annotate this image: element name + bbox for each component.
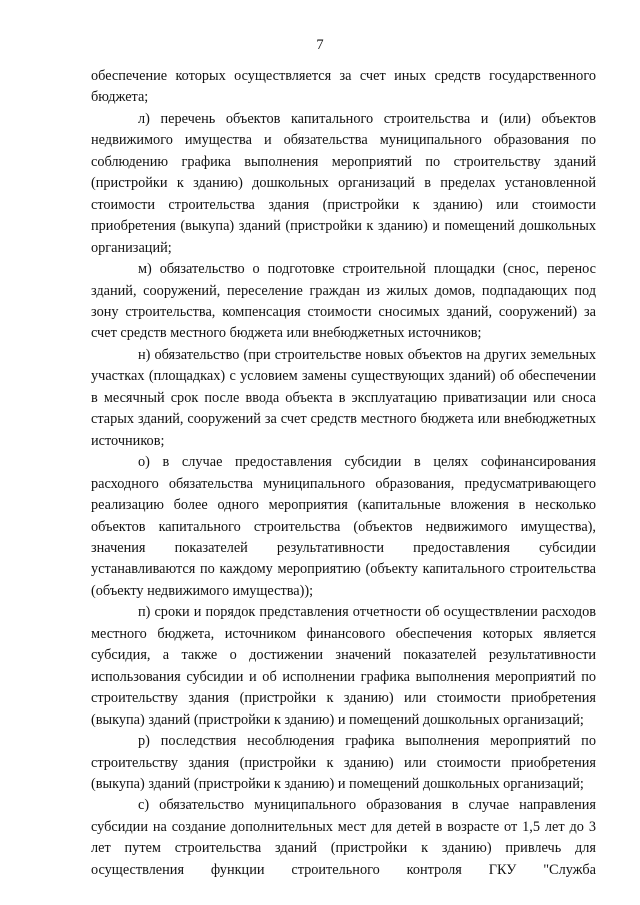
page-number: 7 [316,37,324,53]
paragraph-item-r: р) последствия несоблюдения графика выполнения мероприятий по строительству здания (пристройки к зданию) или стоимости приобретения (выкупа) зданий (пристройки к зданию) и помещений дошкольных организаций; [91,733,596,792]
paragraph-item-p: п) сроки и порядок представления отчетности об осуществлении расходов местного бюджета, источником финансового обеспечения которых является субсидия, а также о достижении значений показателей результативности использования субсидии и об исполнении графика выполнения мероприятий по строительству здания (пристройки к зданию) или стоимости приобретения (выкупа) зданий (пристройки к зданию) и помещений дошкольных организаций; [91,604,596,728]
paragraph-item-l: л) перечень объектов капитального строительства и (или) объектов недвижимого имущества и обязательства муниципального образования по соблюдению графика выполнения мероприятий по строительству зданий (пристройки к зданию) дошкольных организаций в пределах установленной стоимости строительства здания (пристройки к зданию) или стоимости приобретения (выкупа) зданий (пристройки к зданию) и помещений дошкольных организаций; [91,110,596,256]
paragraph-continuation: обеспечение которых осуществляется за счет иных средств государственного бюджета; [91,68,596,106]
document-body [91,66,596,881]
paragraph-item-s: с) обязательство муниципального образования в случае направления субсидии на создание дополнительных мест для детей в возрасте от 1,5 лет до 3 лет путем строительства зданий (пристройки к зданию) привлечь для осуществления функции строительного контроля ГКУ "Служба [91,797,596,878]
paragraph-item-n: н) обязательство (при строительстве новых объектов на других земельных участках (площадках) с условием замены существующих зданий) об обеспечении в месячный срок после ввода объекта в эксплуатацию приватизации или сноса старых зданий, сооружений за счет средств местного бюджета или внебюджетных источников; [91,346,596,449]
paragraph-item-m: м) обязательство о подготовке строительной площадки (снос, перенос зданий, сооружений, переселение граждан из жилых домов, подпадающих под зону строительства, компенсация стоимости сносимых зданий, сооружений) за счет средств местного бюджета или внебюджетных источников; [91,261,596,342]
paragraph-item-o: о) в случае предоставления субсидии в целях софинансирования расходного обязательства муниципального образования, предусматривающего реализацию более одного мероприятия (капитальные вложения в несколько объектов капитального строительства (объектов недвижимого имущества), значения показателей результативности предоставления субсидии устанавливаются по каждому мероприятию (объекту капитального строительства (объекту недвижимого имущества)); [91,454,596,599]
